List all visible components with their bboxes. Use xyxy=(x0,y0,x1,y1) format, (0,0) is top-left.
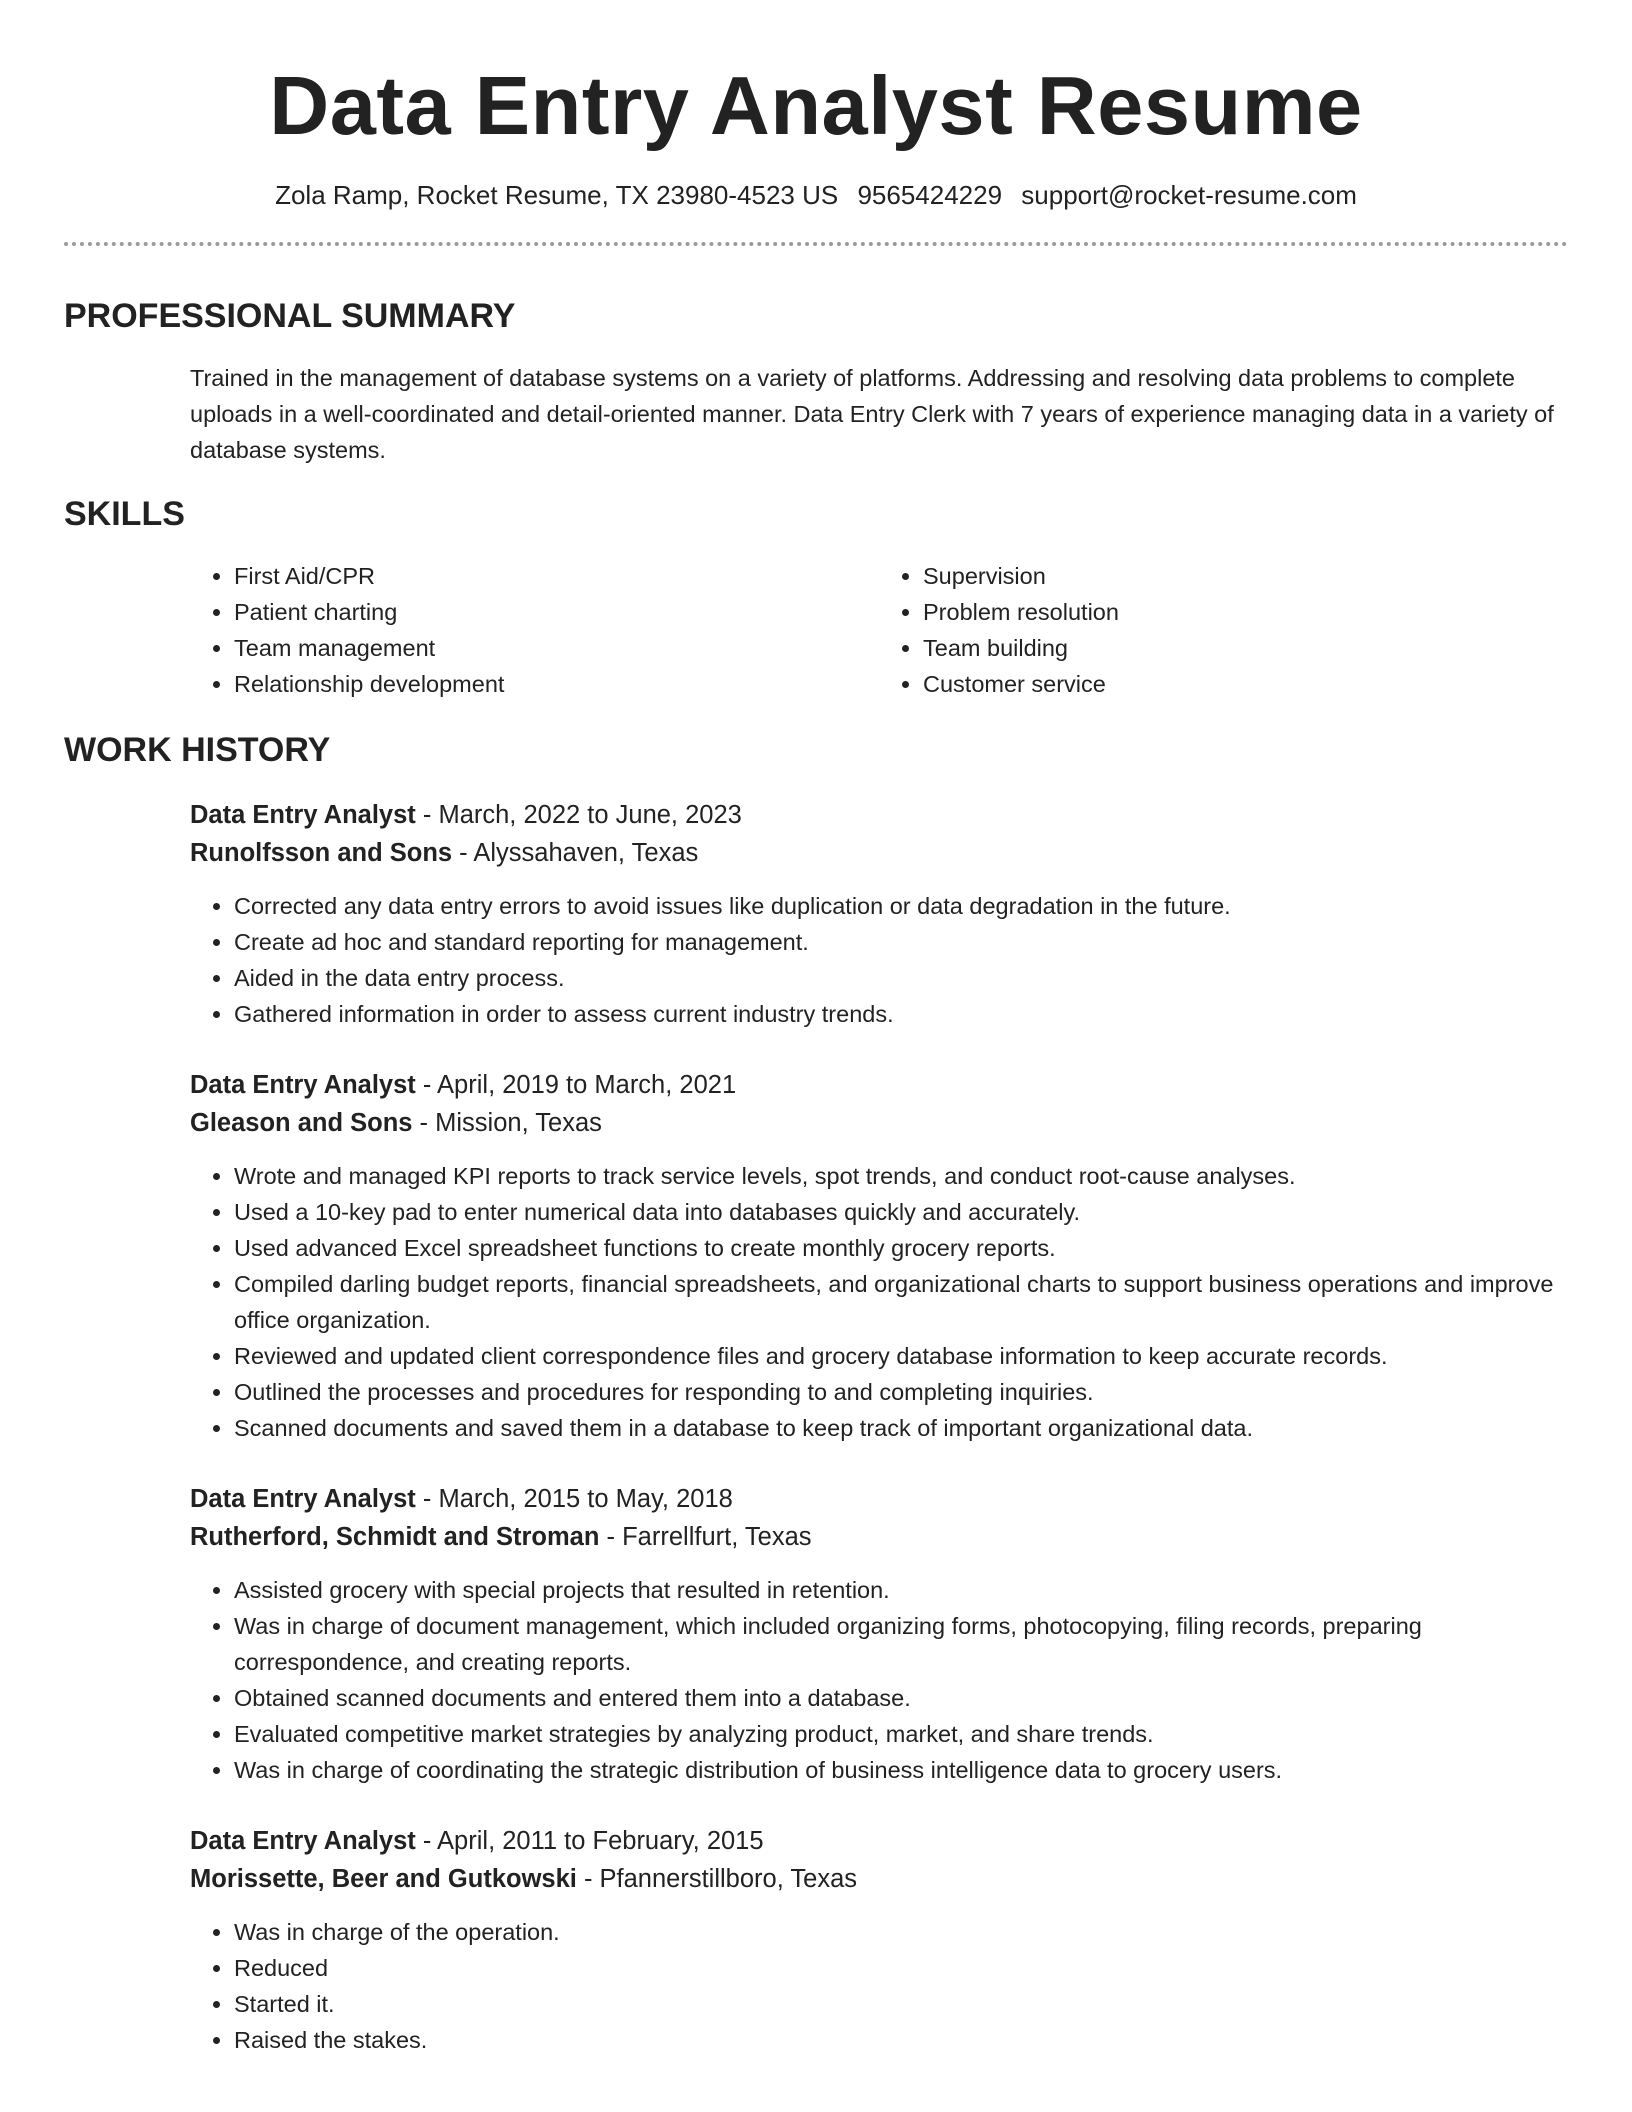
job-title: Data Entry Analyst xyxy=(190,1071,416,1099)
job-bullet: • Create ad hoc and standard reporting for management. xyxy=(234,924,1568,960)
job-bullet: • Started it. xyxy=(234,1986,1568,2022)
skill-item: • Team building xyxy=(923,630,1568,666)
skill-item: • First Aid/CPR xyxy=(234,558,879,594)
job-company-line xyxy=(190,1104,1568,1142)
skill-item: • Supervision xyxy=(923,558,1568,594)
job-bullet: • Scanned documents and saved them in a database to keep track of important organizational data. xyxy=(234,1410,1568,1446)
job-bullet: • Outlined the processes and procedures for responding to and completing inquiries. xyxy=(234,1374,1568,1410)
job-bullet: • Used advanced Excel spreadsheet functions to create monthly grocery reports. xyxy=(234,1230,1568,1266)
job-bullets xyxy=(190,1158,1568,1446)
job-entry xyxy=(190,1480,1568,1788)
skill-item: • Team management xyxy=(234,630,879,666)
job-title: Data Entry Analyst xyxy=(190,1827,416,1855)
job-location: - Pfannerstillboro, Texas xyxy=(576,1865,858,1893)
job-company: Gleason and Sons xyxy=(190,1109,413,1137)
job-bullet: • Gathered information in order to assess current industry trends. xyxy=(234,996,1568,1032)
job-dates: - April, 2019 to March, 2021 xyxy=(415,1071,737,1099)
job-bullet: • Used a 10-key pad to enter numerical data into databases quickly and accurately. xyxy=(234,1194,1568,1230)
job-dates: - March, 2015 to May, 2018 xyxy=(415,1485,733,1513)
job-bullet: • Reviewed and updated client correspondence files and grocery database information to keep accurate records. xyxy=(234,1338,1568,1374)
job-entry xyxy=(190,796,1568,1032)
job-title: Data Entry Analyst xyxy=(190,801,416,829)
skill-item: • Patient charting xyxy=(234,594,879,630)
job-entry xyxy=(190,1066,1568,1446)
job-location: - Farrellfurt, Texas xyxy=(599,1523,812,1551)
job-company-line xyxy=(190,1860,1568,1898)
job-bullets xyxy=(190,1914,1568,2058)
job-bullet: • Aided in the data entry process. xyxy=(234,960,1568,996)
job-bullet: • Obtained scanned documents and entered them into a database. xyxy=(234,1680,1568,1716)
job-title-line xyxy=(190,1066,1568,1104)
contact-line xyxy=(64,178,1568,212)
contact-email: support@rocket-resume.com xyxy=(1021,180,1357,210)
job-title-line xyxy=(190,1480,1568,1518)
skills-list xyxy=(190,558,1568,702)
job-bullets xyxy=(190,1572,1568,1788)
job-location: - Alyssahaven, Texas xyxy=(452,839,699,867)
summary-text: Trained in the management of database systems on a variety of platforms. Addressing and resolving data problems to complete uploads in a well-coordinated and detail-oriented manner. Data Entry Clerk with 7 years of experience managing data in a variety of database systems. xyxy=(190,365,1554,463)
job-bullet: • Corrected any data entry errors to avoid issues like duplication or data degradation in the future. xyxy=(234,888,1568,924)
job-bullet: • Assisted grocery with special projects that resulted in retention. xyxy=(234,1572,1568,1608)
job-bullet: • Raised the stakes. xyxy=(234,2022,1568,2058)
section-heading-skills: SKILLS xyxy=(64,495,185,533)
section-heading-work-history: WORK HISTORY xyxy=(64,731,331,769)
job-dates: - March, 2022 to June, 2023 xyxy=(415,801,742,829)
contact-phone: 9565424229 xyxy=(857,180,1003,210)
job-bullet: • Wrote and managed KPI reports to track service levels, spot trends, and conduct root-cause analyses. xyxy=(234,1158,1568,1194)
job-title: Data Entry Analyst xyxy=(190,1485,416,1513)
skill-item: • Customer service xyxy=(923,666,1568,702)
job-company-line xyxy=(190,834,1568,872)
job-company-line xyxy=(190,1518,1568,1556)
resume-page xyxy=(64,0,1568,2058)
job-title-line xyxy=(190,796,1568,834)
job-dates: - April, 2011 to February, 2015 xyxy=(415,1827,764,1855)
job-company: Runolfsson and Sons xyxy=(190,839,453,867)
skill-item: • Relationship development xyxy=(234,666,879,702)
skill-item: • Problem resolution xyxy=(923,594,1568,630)
job-entry xyxy=(190,1822,1568,2058)
job-bullet: • Evaluated competitive market strategies by analyzing product, market, and share trends. xyxy=(234,1716,1568,1752)
resume-title: Data Entry Analyst Resume xyxy=(269,59,1363,152)
job-bullet: • Was in charge of coordinating the strategic distribution of business intelligence data to grocery users. xyxy=(234,1752,1568,1788)
job-bullets xyxy=(190,888,1568,1032)
job-bullet: • Reduced xyxy=(234,1950,1568,1986)
job-bullet: • Was in charge of document management, which included organizing forms, photocopying, filing records, preparing correspondence, and creating reports. xyxy=(234,1608,1568,1680)
section-heading-summary: PROFESSIONAL SUMMARY xyxy=(64,297,516,335)
job-title-line xyxy=(190,1822,1568,1860)
job-company: Morissette, Beer and Gutkowski xyxy=(190,1865,577,1893)
job-bullet: • Was in charge of the operation. xyxy=(234,1914,1568,1950)
skills-column-left xyxy=(190,558,879,702)
job-location: - Mission, Texas xyxy=(412,1109,602,1137)
contact-address: Zola Ramp, Rocket Resume, TX 23980-4523 US xyxy=(275,180,839,210)
header-divider xyxy=(64,242,1568,246)
skills-column-right xyxy=(879,558,1568,702)
job-bullet: • Compiled darling budget reports, financial spreadsheets, and organizational charts to support business operations and improve office organization. xyxy=(234,1266,1568,1338)
job-company: Rutherford, Schmidt and Stroman xyxy=(190,1523,600,1551)
